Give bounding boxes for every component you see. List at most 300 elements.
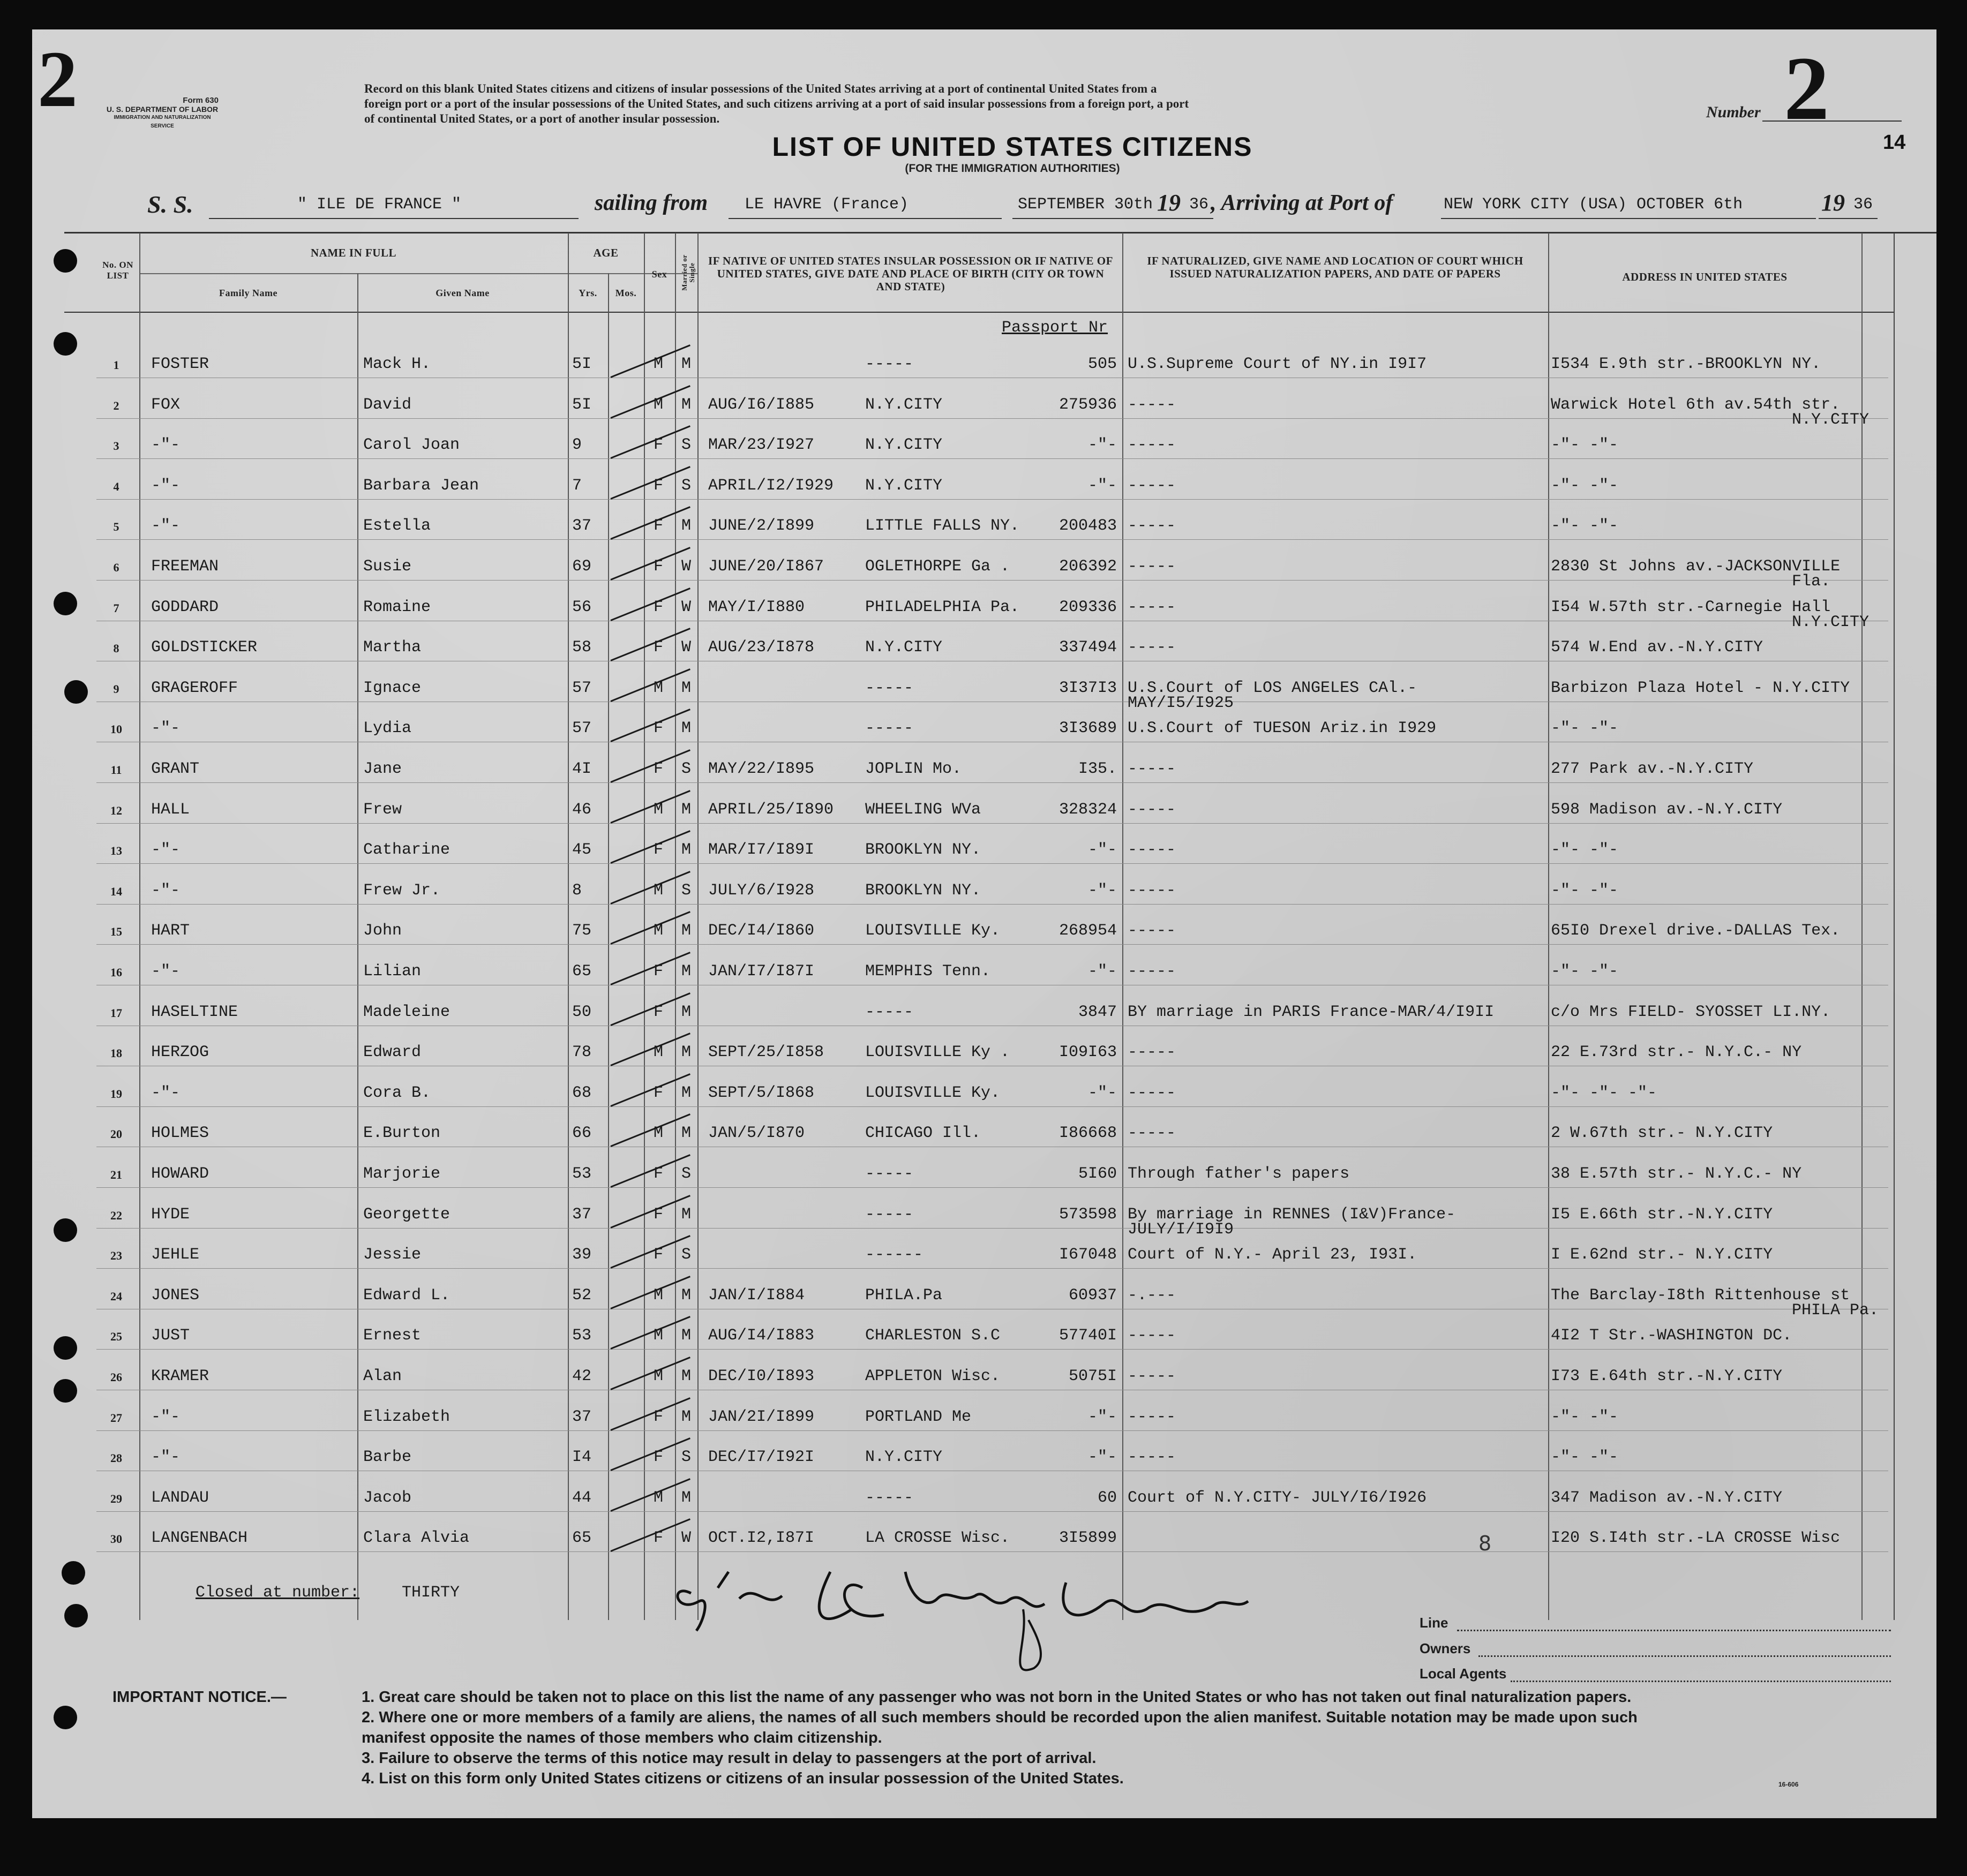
given-name: Barbe <box>363 1448 412 1467</box>
row-number: 17 <box>110 1006 122 1020</box>
birth-place: ----- <box>865 719 914 738</box>
passport-number: 57740I <box>1058 1327 1117 1345</box>
row-number: 25 <box>110 1330 122 1344</box>
check-mark <box>610 992 690 1026</box>
marital-status: M <box>681 1327 692 1345</box>
sex: F <box>654 1407 664 1426</box>
birth-date: DEC/I7/I92I <box>708 1448 815 1467</box>
birth-date: OCT.I2,I87I <box>708 1529 815 1548</box>
address: -"- -"- <box>1551 476 1619 495</box>
stray-mark: 8 <box>1478 1532 1492 1555</box>
binder-hole <box>54 592 77 615</box>
family-name: -"- <box>151 517 181 536</box>
passport-number: -"- <box>1087 1407 1117 1426</box>
marital-status: S <box>681 881 692 900</box>
birth-place: N.Y.CITY <box>865 638 943 657</box>
naturalization: ----- <box>1128 1367 1176 1385</box>
passport-number: -"- <box>1087 841 1117 860</box>
naturalization: ----- <box>1128 436 1176 455</box>
birth-place: MEMPHIS Tenn. <box>865 962 991 981</box>
family-name: FREEMAN <box>151 557 219 576</box>
birth-place: PORTLAND Me <box>865 1407 972 1426</box>
given-name: Alan <box>363 1367 402 1385</box>
check-mark <box>610 1195 690 1229</box>
marital-status: S <box>681 476 692 495</box>
marital-status: M <box>681 922 692 940</box>
age-years: 69 <box>572 557 592 576</box>
given-name: Frew Jr. <box>363 881 441 900</box>
address: c/o Mrs FIELD- SYOSSET LI.NY. <box>1551 1003 1831 1021</box>
binder-hole <box>54 1379 77 1403</box>
form-service: IMMIGRATION AND NATURALIZATION SERVICE <box>114 115 211 129</box>
family-name: -"- <box>151 1083 181 1102</box>
birth-date: JAN/5/I870 <box>708 1124 805 1143</box>
passport-number: 5075I <box>1068 1367 1117 1385</box>
birth-place: LITTLE FALLS NY. <box>865 517 1020 536</box>
check-mark <box>610 709 690 743</box>
naturalization: ----- <box>1128 881 1176 900</box>
family-name: HOLMES <box>151 1124 209 1143</box>
row-number: 18 <box>110 1046 122 1060</box>
marital-status: M <box>681 800 692 819</box>
address: -"- -"- -"- <box>1551 1083 1657 1102</box>
row-rule <box>96 1106 1888 1107</box>
row-number: 22 <box>110 1208 122 1222</box>
age-years: 8 <box>572 881 582 900</box>
arriving-label: , Arriving at Port of <box>1211 191 1393 215</box>
birth-date: JAN/I7/I87I <box>708 962 815 981</box>
family-name: GRANT <box>151 760 200 778</box>
birth-place: ----- <box>865 1205 914 1224</box>
marital-status: W <box>681 1529 692 1548</box>
marital-status: M <box>681 1043 692 1062</box>
marital-status: M <box>681 1205 692 1224</box>
passport-number: 3I37I3 <box>1058 679 1117 697</box>
passport-number: -"- <box>1087 962 1117 981</box>
family-name: GOLDSTICKER <box>151 638 258 657</box>
sex: F <box>654 598 664 616</box>
sex: F <box>654 719 664 738</box>
birth-date: AUG/I6/I885 <box>708 395 815 414</box>
year-prefix-1: 19 <box>1157 190 1181 216</box>
given-name: Lilian <box>363 962 422 981</box>
check-mark <box>610 507 690 540</box>
intro-text <box>364 81 1645 126</box>
family-name: LANDAU <box>151 1488 209 1507</box>
birth-date: JULY/6/I928 <box>708 881 815 900</box>
birth-place: LA CROSSE Wisc. <box>865 1529 1010 1548</box>
family-name: GODDARD <box>151 598 219 616</box>
address: I5 E.66th str.-N.Y.CITY <box>1551 1205 1773 1224</box>
passport-number: 337494 <box>1058 638 1117 657</box>
address: 4I2 T Str.-WASHINGTON DC. <box>1551 1327 1792 1345</box>
naturalization: ----- <box>1128 1043 1176 1062</box>
birth-place: N.Y.CITY <box>865 476 943 495</box>
naturalization-date: JULY/I/I9I9 <box>1128 1220 1234 1239</box>
check-mark <box>610 790 690 824</box>
binder-hole <box>54 1336 77 1360</box>
address: 574 W.End av.-N.Y.CITY <box>1551 638 1763 657</box>
corner-list-number: 2 <box>37 35 78 124</box>
row-number: 10 <box>110 722 122 736</box>
check-mark <box>610 1437 690 1471</box>
age-years: 5I <box>572 355 592 373</box>
inspector-signature <box>659 1550 1275 1684</box>
birth-place: N.Y.CITY <box>865 1448 943 1467</box>
address: -"- -"- <box>1551 1407 1619 1426</box>
address: 38 E.57th str.- N.Y.C.- NY <box>1551 1165 1802 1183</box>
naturalization: ----- <box>1128 638 1176 657</box>
check-mark <box>610 466 690 500</box>
given-name: Marjorie <box>363 1165 441 1183</box>
passport-number: 60 <box>1097 1488 1117 1507</box>
address: 277 Park av.-N.Y.CITY <box>1551 760 1754 778</box>
naturalization: ----- <box>1128 922 1176 940</box>
birth-date: AUG/I4/I883 <box>708 1327 815 1345</box>
sex: M <box>654 1327 664 1345</box>
row-number: 4 <box>113 479 119 493</box>
check-mark <box>610 911 690 945</box>
sex: F <box>654 1246 664 1264</box>
marital-status: M <box>681 1488 692 1507</box>
binder-hole <box>62 1561 85 1585</box>
birth-date: MAY/22/I895 <box>708 760 815 778</box>
naturalization: U.S.Court of TUESON Ariz.in I929 <box>1128 719 1437 738</box>
passport-number: -"- <box>1087 476 1117 495</box>
form-block <box>106 96 219 131</box>
marital-status: M <box>681 1124 692 1143</box>
naturalization: Court of N.Y.- April 23, I93I. <box>1128 1246 1417 1264</box>
given-name: Susie <box>363 557 412 576</box>
port-to: NEW YORK CITY (USA) OCTOBER 6th <box>1444 195 1743 214</box>
given-name: Barbara Jean <box>363 476 479 495</box>
naturalization: By marriage in RENNES (I&V)France- <box>1128 1205 1456 1224</box>
row-number: 27 <box>110 1411 122 1425</box>
row-rule <box>96 1228 1888 1229</box>
sex: F <box>654 962 664 981</box>
check-mark <box>610 1519 690 1553</box>
sex: F <box>654 557 664 576</box>
address: I E.62nd str.- N.Y.CITY <box>1551 1246 1773 1264</box>
check-mark <box>610 749 690 783</box>
binder-hole <box>54 249 77 273</box>
sex: M <box>654 881 664 900</box>
naturalization: -.--- <box>1128 1286 1176 1305</box>
row-rule <box>96 539 1888 540</box>
naturalization: ----- <box>1128 517 1176 536</box>
date-from: SEPTEMBER 30th <box>1018 195 1153 214</box>
family-name: HASELTINE <box>151 1003 238 1021</box>
passport-number: I09I63 <box>1058 1043 1117 1062</box>
naturalization: ----- <box>1128 841 1176 860</box>
sex: F <box>654 760 664 778</box>
check-mark <box>610 1397 690 1431</box>
footer-code: 16-606 <box>1778 1781 1799 1788</box>
notice-item-3: 3. Failure to observe the terms of this notice may result in delay to passengers at the port of arrival. <box>362 1750 1097 1767</box>
sex: F <box>654 1205 664 1224</box>
sex: M <box>654 1124 664 1143</box>
given-name: Jane <box>363 760 402 778</box>
row-number: 5 <box>113 520 119 534</box>
naturalization: ----- <box>1128 395 1176 414</box>
address: Barbizon Plaza Hotel - N.Y.CITY <box>1551 679 1850 697</box>
row-rule <box>96 499 1888 500</box>
naturalization: ----- <box>1128 1448 1176 1467</box>
given-name: Edward L. <box>363 1286 451 1305</box>
row-rule <box>96 1268 1888 1269</box>
given-name: E.Burton <box>363 1124 441 1143</box>
naturalization: ----- <box>1128 962 1176 981</box>
sex: M <box>654 922 664 940</box>
address: 598 Madison av.-N.Y.CITY <box>1551 800 1783 819</box>
address: -"- -"- <box>1551 517 1619 536</box>
notice-item-2-cont: manifest opposite the names of those members who claim citizenship. <box>362 1729 882 1746</box>
check-mark <box>610 1357 690 1390</box>
passport-number: -"- <box>1087 881 1117 900</box>
age-years: 5I <box>572 395 592 414</box>
sex: M <box>654 1043 664 1062</box>
naturalization: U.S.Court of LOS ANGELES CAl.- <box>1128 679 1417 697</box>
sex: F <box>654 476 664 495</box>
birth-place: PHILA.Pa <box>865 1286 943 1305</box>
age-years: 53 <box>572 1327 592 1345</box>
birth-place: CHICAGO Ill. <box>865 1124 981 1143</box>
given-name: John <box>363 922 402 940</box>
check-mark <box>610 1478 690 1512</box>
row-number: 24 <box>110 1289 122 1303</box>
row-rule <box>96 1430 1888 1431</box>
naturalization: ----- <box>1128 1124 1176 1143</box>
form-department: U. S. DEPARTMENT OF LABOR <box>106 105 219 114</box>
given-name: Elizabeth <box>363 1407 451 1426</box>
address: 22 E.73rd str.- N.Y.C.- NY <box>1551 1043 1802 1062</box>
given-name: Ignace <box>363 679 422 697</box>
age-years: 37 <box>572 1205 592 1224</box>
birth-place: BROOKLYN NY. <box>865 841 981 860</box>
given-name: Clara Alvia <box>363 1529 470 1548</box>
row-number: 2 <box>113 398 119 412</box>
address-continued: Fla. <box>1792 572 1831 591</box>
row-number: 28 <box>110 1451 122 1465</box>
birth-place: ------ <box>865 1246 924 1264</box>
row-number: 13 <box>110 844 122 858</box>
age-years: 75 <box>572 922 592 940</box>
naturalization: ----- <box>1128 1327 1176 1345</box>
given-name: Jessie <box>363 1246 422 1264</box>
passport-number: I86668 <box>1058 1124 1117 1143</box>
binder-hole <box>64 1604 88 1628</box>
age-years: 7 <box>572 476 582 495</box>
passport-number: 206392 <box>1058 557 1117 576</box>
row-number: 12 <box>110 803 122 817</box>
address: -"- -"- <box>1551 436 1619 455</box>
check-mark <box>610 1276 690 1309</box>
sex: F <box>654 436 664 455</box>
passport-number: 3847 <box>1078 1003 1117 1021</box>
given-name: Estella <box>363 517 431 536</box>
marital-status: W <box>681 638 692 657</box>
given-name: Lydia <box>363 719 412 738</box>
header-yrs: Yrs. <box>579 288 597 298</box>
birth-place: PHILADELPHIA Pa. <box>865 598 1020 616</box>
age-years: 65 <box>572 1529 592 1548</box>
notice-item-2: 2. Where one or more members of a family are aliens, the names of all such members should be recorded upon the alien manifest. Suitable notation may be made upon such <box>362 1709 1638 1726</box>
birth-place: ----- <box>865 1165 914 1183</box>
marital-status: S <box>681 760 692 778</box>
passport-number: 209336 <box>1058 598 1117 616</box>
row-rule <box>96 1349 1888 1350</box>
header-name-in-full: NAME IN FULL <box>310 246 396 259</box>
family-name: JEHLE <box>151 1246 200 1264</box>
family-name: -"- <box>151 962 181 981</box>
birth-date: APRIL/25/I890 <box>708 800 834 819</box>
header-mos: Mos. <box>615 288 637 298</box>
address: Warwick Hotel 6th av.54th str. <box>1551 395 1841 414</box>
age-years: 42 <box>572 1367 592 1385</box>
passport-number: 275936 <box>1058 395 1117 414</box>
given-name: Carol Joan <box>363 436 460 455</box>
ship-name: " ILE DE FRANCE " <box>297 195 462 214</box>
address: 2830 St Johns av.-JACKSONVILLE <box>1551 557 1841 576</box>
age-years: 45 <box>572 841 592 860</box>
line-label: Line <box>1420 1615 1448 1631</box>
ss-label: S. S. <box>147 191 193 218</box>
intro-line: of continental United States, or a port of another insular possession. <box>364 112 720 125</box>
naturalization: Court of N.Y.CITY- JULY/I6/I926 <box>1128 1488 1427 1507</box>
row-rule <box>96 1187 1888 1188</box>
check-mark <box>610 425 690 459</box>
birth-place: WHEELING WVa <box>865 800 981 819</box>
address: 347 Madison av.-N.Y.CITY <box>1551 1488 1783 1507</box>
list-number: 2 <box>1784 38 1829 139</box>
row-rule <box>96 904 1888 905</box>
passport-number: 268954 <box>1058 922 1117 940</box>
family-name: GRAGEROFF <box>151 679 238 697</box>
sex: M <box>654 355 664 373</box>
address: -"- -"- <box>1551 962 1619 981</box>
family-name: -"- <box>151 1448 181 1467</box>
address-continued: N.Y.CITY <box>1792 410 1870 429</box>
marital-status: S <box>681 1165 692 1183</box>
address: I54 W.57th str.-Carnegie Hall <box>1551 598 1831 616</box>
row-number: 9 <box>113 682 119 696</box>
marital-status: M <box>681 1367 692 1385</box>
age-years: 53 <box>572 1165 592 1183</box>
port-from: LE HAVRE (France) <box>745 195 909 214</box>
sex: M <box>654 679 664 697</box>
passport-number: 3I5899 <box>1058 1529 1117 1548</box>
sex: F <box>654 1448 664 1467</box>
address: 65I0 Drexel drive.-DALLAS Tex. <box>1551 922 1841 940</box>
header-birth: IF NATIVE OF UNITED STATES INSULAR POSSESSION OR IF NATIVE OF UNITED STATES, GIVE DATE AND PLACE OF BIRTH (CITY OR TOWN AND STATE) <box>708 254 1113 293</box>
row-number: 8 <box>113 642 119 656</box>
marital-status: M <box>681 679 692 697</box>
birth-place: OGLETHORPE Ga . <box>865 557 1010 576</box>
given-name: Mack H. <box>363 355 431 373</box>
row-number: 29 <box>110 1491 122 1505</box>
notice-item-1: 1. Great care should be taken not to place on this list the name of any passenger who was not born in the United States or who has not taken out final naturalization papers. <box>362 1689 1632 1706</box>
age-years: I4 <box>572 1448 592 1467</box>
address: 2 W.67th str.- N.Y.CITY <box>1551 1124 1773 1143</box>
marital-status: S <box>681 1246 692 1264</box>
marital-status: M <box>681 962 692 981</box>
birth-place: ----- <box>865 1003 914 1021</box>
naturalization: U.S.Supreme Court of NY.in I9I7 <box>1128 355 1427 373</box>
row-number: 15 <box>110 925 122 939</box>
row-number: 23 <box>110 1249 122 1263</box>
year-prefix-2: 19 <box>1821 190 1845 216</box>
address-continued: PHILA Pa. <box>1792 1301 1879 1320</box>
family-name: -"- <box>151 476 181 495</box>
sailing-from-label: sailing from <box>595 191 708 215</box>
marital-status: W <box>681 557 692 576</box>
check-mark <box>610 1154 690 1188</box>
passport-number: -"- <box>1087 1083 1117 1102</box>
check-mark <box>610 830 690 864</box>
given-name: Catharine <box>363 841 451 860</box>
birth-date: DEC/I4/I860 <box>708 922 815 940</box>
passport-number: I35. <box>1078 760 1117 778</box>
given-name: Edward <box>363 1043 422 1062</box>
header-naturalized: IF NATURALIZED, GIVE NAME AND LOCATION OF COURT WHICH ISSUED NATURALIZATION PAPERS, AND DATE OF PAPERS <box>1147 254 1523 280</box>
notice-heading: IMPORTANT NOTICE.— <box>112 1689 287 1706</box>
age-years: 66 <box>572 1124 592 1143</box>
birth-place: ----- <box>865 1488 914 1507</box>
intro-line: foreign port or a port of the insular possessions of the United States, and such citizens arriving at a port of said insular possessions from a foreign port, a port <box>364 97 1189 110</box>
family-name: JUST <box>151 1327 190 1345</box>
age-years: 57 <box>572 719 592 738</box>
birth-place: CHARLESTON S.C <box>865 1327 1001 1345</box>
passport-number: 200483 <box>1058 517 1117 536</box>
birth-date: SEPT/25/I858 <box>708 1043 824 1062</box>
binder-hole <box>54 1706 77 1729</box>
naturalization-date: MAY/I5/I925 <box>1128 694 1234 712</box>
birth-date: SEPT/5/I868 <box>708 1083 815 1102</box>
row-number: 1 <box>113 358 119 372</box>
row-number: 21 <box>110 1168 122 1181</box>
age-years: 57 <box>572 679 592 697</box>
local-agents-label: Local Agents <box>1420 1666 1507 1682</box>
family-name: HALL <box>151 800 190 819</box>
marital-status: M <box>681 1407 692 1426</box>
family-name: KRAMER <box>151 1367 209 1385</box>
given-name: Ernest <box>363 1327 422 1345</box>
sex: F <box>654 1529 664 1548</box>
given-name: Jacob <box>363 1488 412 1507</box>
header-address: ADDRESS IN UNITED STATES <box>1622 270 1788 283</box>
address: -"- -"- <box>1551 719 1619 738</box>
age-years: 46 <box>572 800 592 819</box>
marital-status: M <box>681 395 692 414</box>
marital-status: S <box>681 1448 692 1467</box>
row-number: 19 <box>110 1087 122 1101</box>
naturalization: ----- <box>1128 800 1176 819</box>
row-number: 14 <box>110 884 122 898</box>
naturalization: ----- <box>1128 598 1176 616</box>
header-no-on-list: No. ON LIST <box>102 260 133 281</box>
marital-status: M <box>681 1003 692 1021</box>
birth-date: AUG/23/I878 <box>708 638 815 657</box>
closed-value: THIRTY <box>402 1584 460 1602</box>
check-mark <box>610 385 690 419</box>
naturalization: ----- <box>1128 557 1176 576</box>
row-rule <box>96 944 1888 945</box>
age-years: 68 <box>572 1083 592 1102</box>
passport-number: 5I60 <box>1078 1165 1117 1183</box>
age-years: 37 <box>572 1407 592 1426</box>
family-name: -"- <box>151 841 181 860</box>
sex: F <box>654 1083 664 1102</box>
